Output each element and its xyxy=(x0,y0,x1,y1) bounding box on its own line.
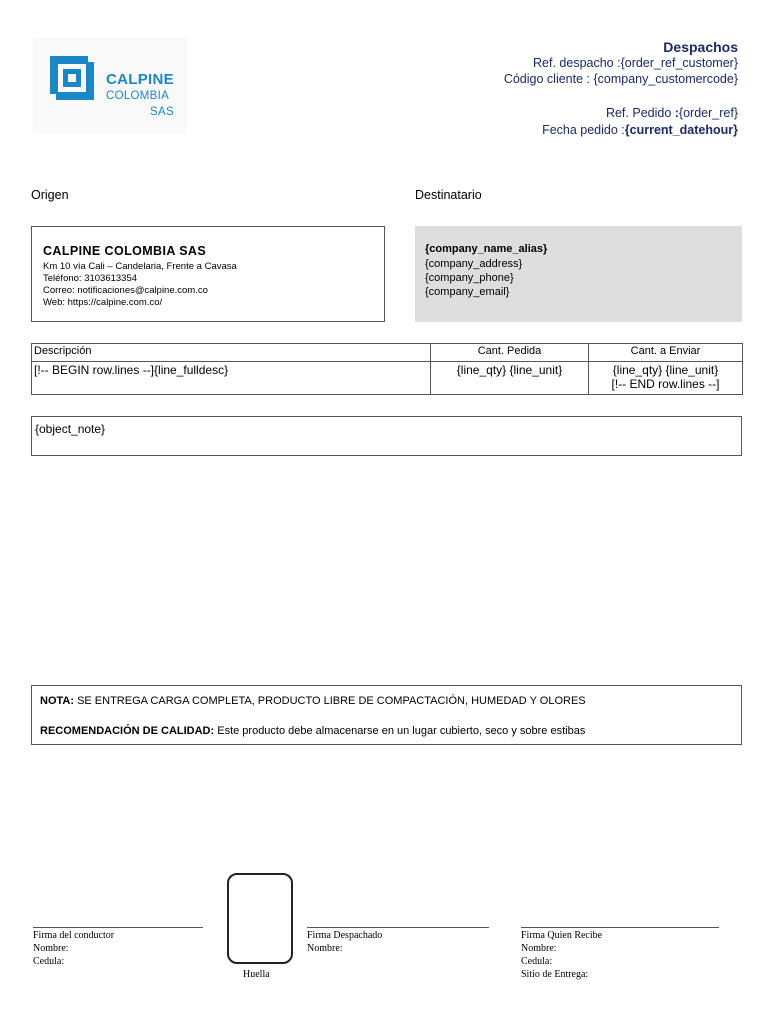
destinatario-name: {company_name_alias} xyxy=(425,243,548,255)
destinatario-box xyxy=(415,226,742,322)
origen-name: CALPINE COLOMBIA SAS xyxy=(43,244,207,258)
cell-cant-enviar-line2: [!-- END row.lines --] xyxy=(611,377,720,391)
column-header-cant-pedida: Cant. Pedida xyxy=(431,344,589,362)
signature-line-conductor xyxy=(33,927,203,928)
signature-recibe-sitio: Sitio de Entrega: xyxy=(521,969,589,980)
cell-cant-enviar-line1: {line_qty} {line_unit} xyxy=(612,363,719,377)
signature-recibe-title: Firma Quien Recibe xyxy=(521,930,603,941)
destinatario-address: {company_address} xyxy=(425,258,523,270)
cell-cant-pedida: {line_qty} {line_unit} xyxy=(431,362,589,395)
recomendacion-label: RECOMENDACIÓN DE CALIDAD: xyxy=(40,725,215,737)
table-header-row xyxy=(32,344,743,362)
codigo-cliente: Código cliente : {company_customercode} xyxy=(503,72,738,86)
nota-box xyxy=(31,685,742,745)
signature-conductor-nombre: Nombre: xyxy=(33,943,69,954)
signature-recibe xyxy=(521,929,602,981)
table-row xyxy=(32,362,743,395)
origen-web: Web: https://calpine.com.co/ xyxy=(43,297,163,308)
column-header-descripcion: Descripción xyxy=(32,344,431,362)
signature-conductor xyxy=(33,929,114,968)
logo-text-sas: SAS xyxy=(150,106,174,118)
signature-recibe-cedula: Cedula: xyxy=(521,956,553,967)
object-note-box xyxy=(31,416,742,456)
signature-despachado xyxy=(307,929,382,955)
fecha-pedido-value: {current_datehour} xyxy=(624,123,738,137)
cell-descripcion: [!-- BEGIN row.lines --]{line_fulldesc} xyxy=(32,362,431,395)
origen-box xyxy=(31,226,385,322)
nota-label: NOTA: xyxy=(40,695,75,707)
signature-despachado-nombre: Nombre: xyxy=(307,943,343,954)
recomendacion-text: Este producto debe almacenarse en un lugar cubierto, seco y sobre estibas xyxy=(214,725,586,737)
nota-line xyxy=(40,695,586,707)
ref-pedido-label: Ref. Pedido xyxy=(605,106,675,120)
column-header-cant-enviar: Cant. a Enviar xyxy=(589,344,743,362)
nota-text: SE ENTREGA CARGA COMPLETA, PRODUCTO LIBRE DE COMPACTACIÓN, HUMEDAD Y OLORES xyxy=(74,695,586,707)
origen-label: Origen xyxy=(31,188,69,202)
signature-despachado-title: Firma Despachado xyxy=(307,930,383,941)
ref-despacho: Ref. despacho :{order_ref_customer} xyxy=(533,56,738,70)
fecha-pedido xyxy=(542,123,738,137)
ref-pedido xyxy=(606,106,738,120)
origen-email: Correo: notificaciones@calpine.com.co xyxy=(43,285,208,296)
object-note: {object_note} xyxy=(35,422,106,436)
ref-pedido-value: {order_ref} xyxy=(678,106,738,120)
fingerprint-label: Huella xyxy=(243,969,270,980)
signature-line-recibe xyxy=(521,927,719,928)
logo-text-calpine: CALPINE xyxy=(106,71,174,88)
signature-conductor-cedula: Cedula: xyxy=(33,956,65,967)
signature-line-despachado xyxy=(307,927,489,928)
cell-cant-enviar xyxy=(589,362,743,395)
fecha-pedido-label: Fecha pedido : xyxy=(542,123,625,137)
recomendacion-line xyxy=(40,725,585,737)
signature-recibe-nombre: Nombre: xyxy=(521,943,557,954)
calpine-logo-icon xyxy=(48,54,96,102)
lines-table xyxy=(31,343,743,395)
origen-address: Km 10 vía Cali – Candelaria, Frente a Cavasa xyxy=(43,261,237,272)
signature-conductor-title: Firma del conductor xyxy=(33,930,115,941)
origen-phone: Teléfono: 3103613354 xyxy=(43,273,138,284)
destinatario-email: {company_email} xyxy=(425,286,510,298)
destinatario-label: Destinatario xyxy=(415,188,482,202)
destinatario-phone: {company_phone} xyxy=(425,272,514,284)
document-title: Despachos xyxy=(663,39,738,55)
logo-text-colombia: COLOMBIA xyxy=(106,90,170,102)
ref-pedido-colon: : xyxy=(674,106,679,120)
fingerprint-box xyxy=(227,873,293,964)
